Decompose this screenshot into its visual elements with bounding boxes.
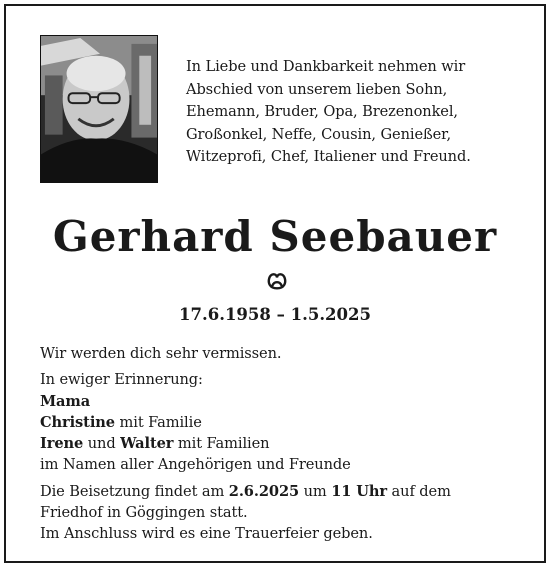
funeral-text: um xyxy=(299,482,332,500)
pretzel-icon xyxy=(266,270,288,292)
mourners-others: im Namen aller Angehörigen und Freunde xyxy=(40,456,351,474)
mourner-christine-suffix: mit Familie xyxy=(114,413,202,431)
mourner-line xyxy=(40,433,451,454)
message-line: Wir werden dich sehr vermissen. xyxy=(40,345,282,362)
life-dates: 17.6.1958 – 1.5.2025 xyxy=(179,305,371,324)
funeral-line xyxy=(40,481,451,502)
intro-line: Großonkel, Neffe, Cousin, Genießer, xyxy=(186,125,451,143)
portrait-image xyxy=(41,36,157,182)
intro-line: In Liebe und Dankbarkeit nehmen wir xyxy=(186,58,466,75)
mourner-walter: Walter xyxy=(120,435,174,453)
funeral-text: Die Beisetzung findet am xyxy=(40,482,229,500)
intro-line: Ehemann, Bruder, Opa, Brezenonkel, xyxy=(186,103,458,120)
funeral-date: 2.6.2025 xyxy=(228,482,300,500)
intro-line: Abschied von unserem lieben Sohn, xyxy=(186,80,448,98)
mourners-intro: In ewiger Erinnerung: xyxy=(40,371,203,389)
deceased-name: Gerhard Seebauer xyxy=(52,212,498,261)
mourner-line xyxy=(40,391,451,412)
mourner-walter-suffix: mit Familien xyxy=(173,435,270,453)
obituary-notice xyxy=(4,4,546,563)
mourner-christine: Christine xyxy=(40,413,115,431)
mourner-irene: Irene xyxy=(40,435,84,453)
mourner-mama: Mama xyxy=(40,392,91,410)
funeral-time: 11 Uhr xyxy=(331,482,388,500)
mourner-line xyxy=(40,412,451,433)
funeral-text: auf dem xyxy=(387,482,451,500)
intro-line: Witzeprofi, Chef, Italiener und Freund. xyxy=(186,148,471,165)
intro-text xyxy=(186,56,471,169)
reception-note: Im Anschluss wird es eine Trauerfeier geben. xyxy=(40,525,373,543)
portrait-photo xyxy=(40,35,158,183)
funeral-location: Friedhof in Göggingen statt. xyxy=(40,504,248,522)
conjunction: und xyxy=(83,435,121,453)
notice-body xyxy=(40,343,451,545)
